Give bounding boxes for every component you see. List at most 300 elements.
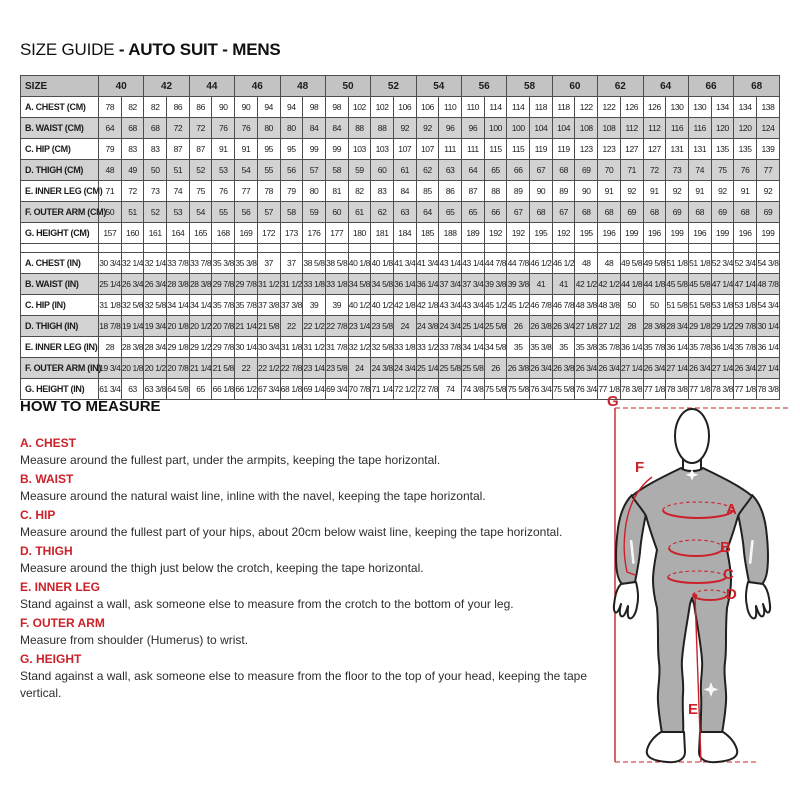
size-value-cell: 77 1/8 bbox=[643, 379, 666, 400]
size-value-cell: 181 bbox=[371, 223, 394, 244]
size-value-cell: 65 bbox=[439, 202, 462, 223]
size-value-cell: 20 1/8 bbox=[167, 316, 190, 337]
size-value-cell: 53 bbox=[167, 202, 190, 223]
size-value-cell: 28 3/8 bbox=[643, 316, 666, 337]
size-value-cell: 99 bbox=[303, 139, 326, 160]
size-value-cell: 196 bbox=[598, 223, 621, 244]
row-label: C. HIP (CM) bbox=[21, 139, 99, 160]
size-value-cell: 120 bbox=[711, 118, 734, 139]
size-value-cell: 76 3/4 bbox=[530, 379, 553, 400]
size-value-cell: 49 5/8 bbox=[620, 253, 643, 274]
size-value-cell: 37 3/4 bbox=[462, 274, 485, 295]
size-value-cell: 85 bbox=[416, 181, 439, 202]
size-value-cell: 27 1/4 bbox=[666, 358, 689, 379]
size-value-cell: 114 bbox=[484, 97, 507, 118]
size-value-cell: 43 3/4 bbox=[462, 295, 485, 316]
size-value-cell: 19 3/4 bbox=[99, 358, 122, 379]
size-value-cell: 26 3/4 bbox=[643, 358, 666, 379]
label-d: D bbox=[726, 586, 737, 603]
size-value-cell: 86 bbox=[439, 181, 462, 202]
size-value-cell: 39 3/8 bbox=[507, 274, 530, 295]
size-value-cell: 91 bbox=[688, 181, 711, 202]
size-value-cell: 46 1/2 bbox=[530, 253, 553, 274]
size-value-cell: 92 bbox=[393, 118, 416, 139]
size-value-cell: 185 bbox=[416, 223, 439, 244]
size-value-cell: 79 bbox=[280, 181, 303, 202]
size-col-header: 68 bbox=[734, 76, 780, 97]
size-value-cell: 90 bbox=[212, 97, 235, 118]
size-value-cell: 20 7/8 bbox=[167, 358, 190, 379]
size-value-cell: 94 bbox=[280, 97, 303, 118]
size-value-cell: 196 bbox=[643, 223, 666, 244]
size-value-cell: 84 bbox=[393, 181, 416, 202]
size-value-cell: 43 1/4 bbox=[462, 253, 485, 274]
size-value-cell: 69 bbox=[756, 202, 779, 223]
size-value-cell: 177 bbox=[325, 223, 348, 244]
size-value-cell: 22 7/8 bbox=[325, 316, 348, 337]
size-value-cell: 37 bbox=[280, 253, 303, 274]
size-value-cell: 54 3/4 bbox=[756, 295, 779, 316]
size-value-cell: 48 3/8 bbox=[598, 295, 621, 316]
size-value-cell: 104 bbox=[530, 118, 553, 139]
size-value-cell: 49 5/8 bbox=[643, 253, 666, 274]
size-value-cell: 66 bbox=[484, 202, 507, 223]
size-value-cell: 55 bbox=[212, 202, 235, 223]
size-value-cell: 28 3/4 bbox=[144, 337, 167, 358]
size-value-cell: 68 bbox=[688, 202, 711, 223]
size-value-cell: 23 1/4 bbox=[303, 358, 326, 379]
size-value-cell: 116 bbox=[666, 118, 689, 139]
size-value-cell: 25 5/8 bbox=[462, 358, 485, 379]
size-col-header: 48 bbox=[280, 76, 325, 97]
size-value-cell: 74 3/8 bbox=[462, 379, 485, 400]
size-value-cell: 28 bbox=[620, 316, 643, 337]
size-value-cell: 23 1/4 bbox=[348, 316, 371, 337]
size-col-header: 64 bbox=[643, 76, 688, 97]
size-value-cell: 122 bbox=[598, 97, 621, 118]
size-value-cell: 42 1/8 bbox=[393, 295, 416, 316]
measure-item bbox=[20, 435, 595, 469]
size-table bbox=[20, 75, 780, 400]
measure-text: Measure from shoulder (Humerus) to wrist. bbox=[20, 633, 249, 647]
size-value-cell: 20 7/8 bbox=[212, 316, 235, 337]
size-value-cell: 29 7/8 bbox=[212, 337, 235, 358]
measure-label: A. CHEST bbox=[20, 436, 77, 450]
size-value-cell: 21 5/8 bbox=[212, 358, 235, 379]
size-value-cell: 34 1/4 bbox=[167, 295, 190, 316]
size-value-cell: 31 1/8 bbox=[280, 337, 303, 358]
size-value-cell: 96 bbox=[439, 118, 462, 139]
size-value-cell: 20 1/8 bbox=[121, 358, 144, 379]
size-value-cell: 49 bbox=[121, 160, 144, 181]
label-c: C bbox=[723, 566, 734, 583]
how-to-measure-title: HOW TO MEASURE bbox=[20, 398, 161, 415]
size-value-cell: 78 bbox=[257, 181, 280, 202]
size-value-cell: 29 7/8 bbox=[235, 274, 258, 295]
size-value-cell: 28 bbox=[99, 337, 122, 358]
size-value-cell: 28 3/8 bbox=[167, 274, 190, 295]
size-value-cell: 57 bbox=[257, 202, 280, 223]
size-value-cell: 111 bbox=[462, 139, 485, 160]
size-value-cell: 88 bbox=[484, 181, 507, 202]
size-value-cell: 84 bbox=[303, 118, 326, 139]
size-value-cell: 72 bbox=[189, 118, 212, 139]
size-value-cell: 41 3/4 bbox=[416, 253, 439, 274]
size-value-cell: 58 bbox=[280, 202, 303, 223]
measure-text: Stand against a wall, ask someone else to measure from the floor to the top of your head, keeping the tape vertical. bbox=[20, 669, 588, 700]
measure-label: E. INNER LEG bbox=[20, 580, 101, 594]
size-value-cell: 37 3/8 bbox=[257, 295, 280, 316]
size-value-cell: 134 bbox=[711, 97, 734, 118]
size-value-cell: 29 1/2 bbox=[189, 337, 212, 358]
row-label: B. WAIST (IN) bbox=[21, 274, 99, 295]
measure-text: Measure around the fullest part, under the armpits, keeping the tape horizontal. bbox=[20, 453, 441, 467]
size-value-cell: 25 1/4 bbox=[99, 274, 122, 295]
size-value-cell: 52 bbox=[144, 202, 167, 223]
size-value-cell: 78 3/8 bbox=[620, 379, 643, 400]
size-value-cell: 115 bbox=[507, 139, 530, 160]
size-value-cell: 110 bbox=[439, 97, 462, 118]
size-value-cell: 54 3/8 bbox=[756, 253, 779, 274]
size-value-cell: 26 3/4 bbox=[734, 358, 757, 379]
size-value-cell: 39 3/8 bbox=[484, 274, 507, 295]
size-value-cell: 34 1/4 bbox=[189, 295, 212, 316]
row-label: A. CHEST (CM) bbox=[21, 97, 99, 118]
size-header-cell: SIZE bbox=[21, 76, 99, 97]
size-value-cell: 75 bbox=[711, 160, 734, 181]
table-row bbox=[21, 181, 780, 202]
size-value-cell: 108 bbox=[598, 118, 621, 139]
size-value-cell: 40 1/2 bbox=[371, 295, 394, 316]
size-value-cell: 83 bbox=[371, 181, 394, 202]
size-value-cell: 95 bbox=[280, 139, 303, 160]
size-value-cell: 111 bbox=[439, 139, 462, 160]
size-value-cell: 138 bbox=[756, 97, 779, 118]
spacer-row bbox=[21, 244, 780, 253]
label-g: G bbox=[607, 393, 619, 410]
size-value-cell: 192 bbox=[507, 223, 530, 244]
size-value-cell: 43 1/4 bbox=[439, 253, 462, 274]
size-value-cell: 32 5/8 bbox=[371, 337, 394, 358]
size-value-cell: 91 bbox=[212, 139, 235, 160]
measure-text: Measure around the fullest part of your hips, about 20cm below waist line, keeping the tape horizontal. bbox=[20, 525, 563, 539]
size-value-cell: 86 bbox=[189, 97, 212, 118]
size-value-cell: 44 7/8 bbox=[507, 253, 530, 274]
size-value-cell: 112 bbox=[620, 118, 643, 139]
size-value-cell: 82 bbox=[121, 97, 144, 118]
size-value-cell: 44 7/8 bbox=[484, 253, 507, 274]
size-value-cell: 77 bbox=[235, 181, 258, 202]
size-value-cell: 29 1/2 bbox=[711, 316, 734, 337]
size-value-cell: 89 bbox=[507, 181, 530, 202]
size-value-cell: 123 bbox=[575, 139, 598, 160]
head bbox=[675, 409, 709, 463]
size-value-cell: 119 bbox=[552, 139, 575, 160]
size-value-cell: 26 3/4 bbox=[575, 358, 598, 379]
size-value-cell: 173 bbox=[280, 223, 303, 244]
size-col-header: 52 bbox=[371, 76, 416, 97]
size-value-cell: 33 7/8 bbox=[189, 253, 212, 274]
table-row bbox=[21, 274, 780, 295]
size-col-header: 42 bbox=[144, 76, 189, 97]
size-value-cell: 123 bbox=[598, 139, 621, 160]
row-label: G. HEIGHT (IN) bbox=[21, 379, 99, 400]
size-value-cell: 48 bbox=[575, 253, 598, 274]
size-value-cell: 131 bbox=[666, 139, 689, 160]
size-value-cell: 130 bbox=[666, 97, 689, 118]
table-row bbox=[21, 316, 780, 337]
table-row bbox=[21, 253, 780, 274]
size-value-cell: 65 bbox=[484, 160, 507, 181]
size-value-cell: 96 bbox=[462, 118, 485, 139]
size-value-cell: 29 1/8 bbox=[688, 316, 711, 337]
size-value-cell: 33 1/8 bbox=[325, 274, 348, 295]
size-value-cell: 75 5/8 bbox=[552, 379, 575, 400]
body-measurement-diagram bbox=[595, 392, 795, 792]
size-value-cell: 78 3/8 bbox=[711, 379, 734, 400]
size-value-cell: 47 1/4 bbox=[734, 274, 757, 295]
size-value-cell: 86 bbox=[167, 97, 190, 118]
size-value-cell: 63 bbox=[121, 379, 144, 400]
size-value-cell: 31 7/8 bbox=[325, 337, 348, 358]
size-value-cell: 94 bbox=[257, 97, 280, 118]
size-value-cell: 104 bbox=[552, 118, 575, 139]
size-value-cell: 119 bbox=[530, 139, 553, 160]
size-value-cell: 75 5/8 bbox=[484, 379, 507, 400]
size-value-cell: 168 bbox=[212, 223, 235, 244]
size-value-cell: 25 5/8 bbox=[439, 358, 462, 379]
table-row bbox=[21, 358, 780, 379]
size-value-cell: 56 bbox=[235, 202, 258, 223]
measure-text: Stand against a wall, ask someone else to measure from the crotch to the bottom of your leg. bbox=[20, 597, 514, 611]
size-value-cell: 89 bbox=[552, 181, 575, 202]
size-value-cell: 26 3/4 bbox=[530, 358, 553, 379]
size-value-cell: 91 bbox=[235, 139, 258, 160]
size-value-cell: 69 bbox=[620, 202, 643, 223]
size-value-cell: 164 bbox=[167, 223, 190, 244]
size-value-cell: 68 bbox=[734, 202, 757, 223]
size-value-cell: 114 bbox=[507, 97, 530, 118]
size-value-cell: 58 bbox=[325, 160, 348, 181]
size-value-cell: 66 1/8 bbox=[212, 379, 235, 400]
size-value-cell: 180 bbox=[348, 223, 371, 244]
size-value-cell: 29 7/8 bbox=[212, 274, 235, 295]
size-value-cell: 75 5/8 bbox=[507, 379, 530, 400]
size-value-cell: 95 bbox=[257, 139, 280, 160]
size-value-cell: 106 bbox=[393, 97, 416, 118]
size-value-cell: 195 bbox=[575, 223, 598, 244]
size-value-cell: 78 bbox=[99, 97, 122, 118]
size-value-cell: 34 1/4 bbox=[462, 337, 485, 358]
size-col-header: 54 bbox=[416, 76, 461, 97]
measure-item bbox=[20, 651, 595, 702]
size-value-cell: 50 bbox=[620, 295, 643, 316]
size-value-cell: 32 5/8 bbox=[144, 295, 167, 316]
table-row bbox=[21, 202, 780, 223]
measure-text: Measure around the thigh just below the crotch, keeping the tape horizontal. bbox=[20, 561, 424, 575]
size-value-cell: 33 1/2 bbox=[416, 337, 439, 358]
size-value-cell: 36 1/4 bbox=[393, 274, 416, 295]
size-value-cell: 24 3/4 bbox=[439, 316, 462, 337]
size-value-cell: 196 bbox=[688, 223, 711, 244]
size-value-cell: 55 bbox=[257, 160, 280, 181]
size-value-cell: 72 1/2 bbox=[393, 379, 416, 400]
size-value-cell: 48 3/8 bbox=[575, 295, 598, 316]
size-value-cell: 35 3/8 bbox=[530, 337, 553, 358]
size-value-cell: 32 1/4 bbox=[144, 253, 167, 274]
size-value-cell: 31 1/2 bbox=[257, 274, 280, 295]
size-value-cell: 40 1/2 bbox=[348, 295, 371, 316]
size-value-cell: 100 bbox=[507, 118, 530, 139]
size-value-cell: 48 bbox=[598, 253, 621, 274]
size-value-cell: 82 bbox=[348, 181, 371, 202]
size-value-cell: 78 3/8 bbox=[756, 379, 779, 400]
row-label: E. INNER LEG (IN) bbox=[21, 337, 99, 358]
size-value-cell: 51 5/8 bbox=[688, 295, 711, 316]
size-value-cell: 41 bbox=[530, 274, 553, 295]
size-value-cell: 76 bbox=[734, 160, 757, 181]
size-value-cell: 199 bbox=[756, 223, 779, 244]
size-value-cell: 87 bbox=[167, 139, 190, 160]
size-value-cell: 31 1/2 bbox=[303, 337, 326, 358]
size-value-cell: 48 7/8 bbox=[756, 274, 779, 295]
size-value-cell: 74 bbox=[439, 379, 462, 400]
size-value-cell: 50 bbox=[144, 160, 167, 181]
size-col-header: 56 bbox=[462, 76, 507, 97]
size-value-cell: 69 bbox=[711, 202, 734, 223]
size-value-cell: 68 bbox=[121, 118, 144, 139]
size-value-cell: 80 bbox=[257, 118, 280, 139]
size-value-cell: 36 1/4 bbox=[666, 337, 689, 358]
size-value-cell: 188 bbox=[439, 223, 462, 244]
size-value-cell: 73 bbox=[666, 160, 689, 181]
how-to-measure-section bbox=[20, 398, 595, 704]
size-value-cell: 71 bbox=[99, 181, 122, 202]
size-value-cell: 50 bbox=[643, 295, 666, 316]
size-value-cell: 110 bbox=[462, 97, 485, 118]
row-label: E. INNER LEG (CM) bbox=[21, 181, 99, 202]
table-row bbox=[21, 337, 780, 358]
table-header-row bbox=[21, 76, 780, 97]
size-value-cell: 120 bbox=[734, 118, 757, 139]
size-value-cell: 103 bbox=[371, 139, 394, 160]
size-value-cell: 67 bbox=[530, 160, 553, 181]
size-value-cell: 23 5/8 bbox=[325, 358, 348, 379]
size-value-cell: 195 bbox=[530, 223, 553, 244]
measure-label: D. THIGH bbox=[20, 544, 73, 558]
size-value-cell: 60 bbox=[371, 160, 394, 181]
label-f: F bbox=[635, 459, 645, 476]
size-value-cell: 72 7/8 bbox=[416, 379, 439, 400]
size-value-cell: 34 5/8 bbox=[371, 274, 394, 295]
size-value-cell: 92 bbox=[416, 118, 439, 139]
size-value-cell: 67 3/4 bbox=[257, 379, 280, 400]
size-value-cell: 29 7/8 bbox=[734, 316, 757, 337]
size-value-cell: 77 1/8 bbox=[688, 379, 711, 400]
size-value-cell: 28 3/8 bbox=[189, 274, 212, 295]
size-value-cell: 20 1/2 bbox=[189, 316, 212, 337]
size-value-cell: 32 5/8 bbox=[121, 295, 144, 316]
size-value-cell: 127 bbox=[643, 139, 666, 160]
size-value-cell: 199 bbox=[620, 223, 643, 244]
size-value-cell: 192 bbox=[484, 223, 507, 244]
size-value-cell: 122 bbox=[575, 97, 598, 118]
size-value-cell: 102 bbox=[348, 97, 371, 118]
size-value-cell: 60 bbox=[325, 202, 348, 223]
size-value-cell: 64 bbox=[99, 118, 122, 139]
size-value-cell: 35 7/8 bbox=[212, 295, 235, 316]
size-value-cell: 75 bbox=[189, 181, 212, 202]
size-value-cell: 99 bbox=[325, 139, 348, 160]
size-value-cell: 71 bbox=[620, 160, 643, 181]
size-value-cell: 61 bbox=[393, 160, 416, 181]
size-value-cell: 51 1/8 bbox=[688, 253, 711, 274]
size-value-cell: 35 7/8 bbox=[688, 337, 711, 358]
page-title-bold: - AUTO SUIT - MENS bbox=[118, 40, 281, 59]
size-value-cell: 24 3/8 bbox=[416, 316, 439, 337]
size-value-cell: 31 1/2 bbox=[280, 274, 303, 295]
size-value-cell: 199 bbox=[666, 223, 689, 244]
size-value-cell: 83 bbox=[121, 139, 144, 160]
size-value-cell: 51 bbox=[167, 160, 190, 181]
size-value-cell: 98 bbox=[303, 97, 326, 118]
page-title bbox=[20, 40, 281, 60]
size-value-cell: 90 bbox=[575, 181, 598, 202]
table-row bbox=[21, 295, 780, 316]
size-value-cell: 134 bbox=[734, 97, 757, 118]
size-value-cell: 33 1/8 bbox=[393, 337, 416, 358]
size-value-cell: 184 bbox=[393, 223, 416, 244]
size-value-cell: 27 1/4 bbox=[711, 358, 734, 379]
size-value-cell: 65 bbox=[462, 202, 485, 223]
size-value-cell: 34 5/8 bbox=[484, 337, 507, 358]
size-value-cell: 26 3/8 bbox=[530, 316, 553, 337]
size-value-cell: 199 bbox=[711, 223, 734, 244]
measure-item bbox=[20, 471, 595, 505]
size-value-cell: 35 7/8 bbox=[235, 295, 258, 316]
size-value-cell: 36 1/4 bbox=[416, 274, 439, 295]
size-value-cell: 87 bbox=[462, 181, 485, 202]
size-value-cell: 78 3/8 bbox=[666, 379, 689, 400]
label-a: A bbox=[726, 501, 737, 518]
size-value-cell: 70 bbox=[598, 160, 621, 181]
size-value-cell: 83 bbox=[144, 139, 167, 160]
left-hand bbox=[614, 582, 638, 618]
right-foot bbox=[699, 732, 737, 762]
size-value-cell: 45 5/8 bbox=[666, 274, 689, 295]
size-value-cell: 35 3/8 bbox=[575, 337, 598, 358]
size-value-cell: 54 bbox=[189, 202, 212, 223]
size-value-cell: 81 bbox=[325, 181, 348, 202]
size-value-cell: 72 bbox=[121, 181, 144, 202]
size-value-cell: 72 bbox=[643, 160, 666, 181]
size-value-cell: 68 1/8 bbox=[280, 379, 303, 400]
size-value-cell: 68 bbox=[530, 202, 553, 223]
size-value-cell: 77 bbox=[756, 160, 779, 181]
size-value-cell: 26 3/4 bbox=[552, 316, 575, 337]
size-value-cell: 91 bbox=[734, 181, 757, 202]
size-value-cell: 35 3/8 bbox=[235, 253, 258, 274]
size-value-cell: 169 bbox=[235, 223, 258, 244]
size-value-cell: 91 bbox=[643, 181, 666, 202]
size-value-cell: 54 bbox=[235, 160, 258, 181]
size-col-header: 46 bbox=[235, 76, 280, 97]
size-value-cell: 61 bbox=[348, 202, 371, 223]
size-value-cell: 35 7/8 bbox=[598, 337, 621, 358]
size-col-header: 60 bbox=[552, 76, 597, 97]
size-value-cell: 76 3/4 bbox=[575, 379, 598, 400]
size-value-cell: 44 1/8 bbox=[620, 274, 643, 295]
